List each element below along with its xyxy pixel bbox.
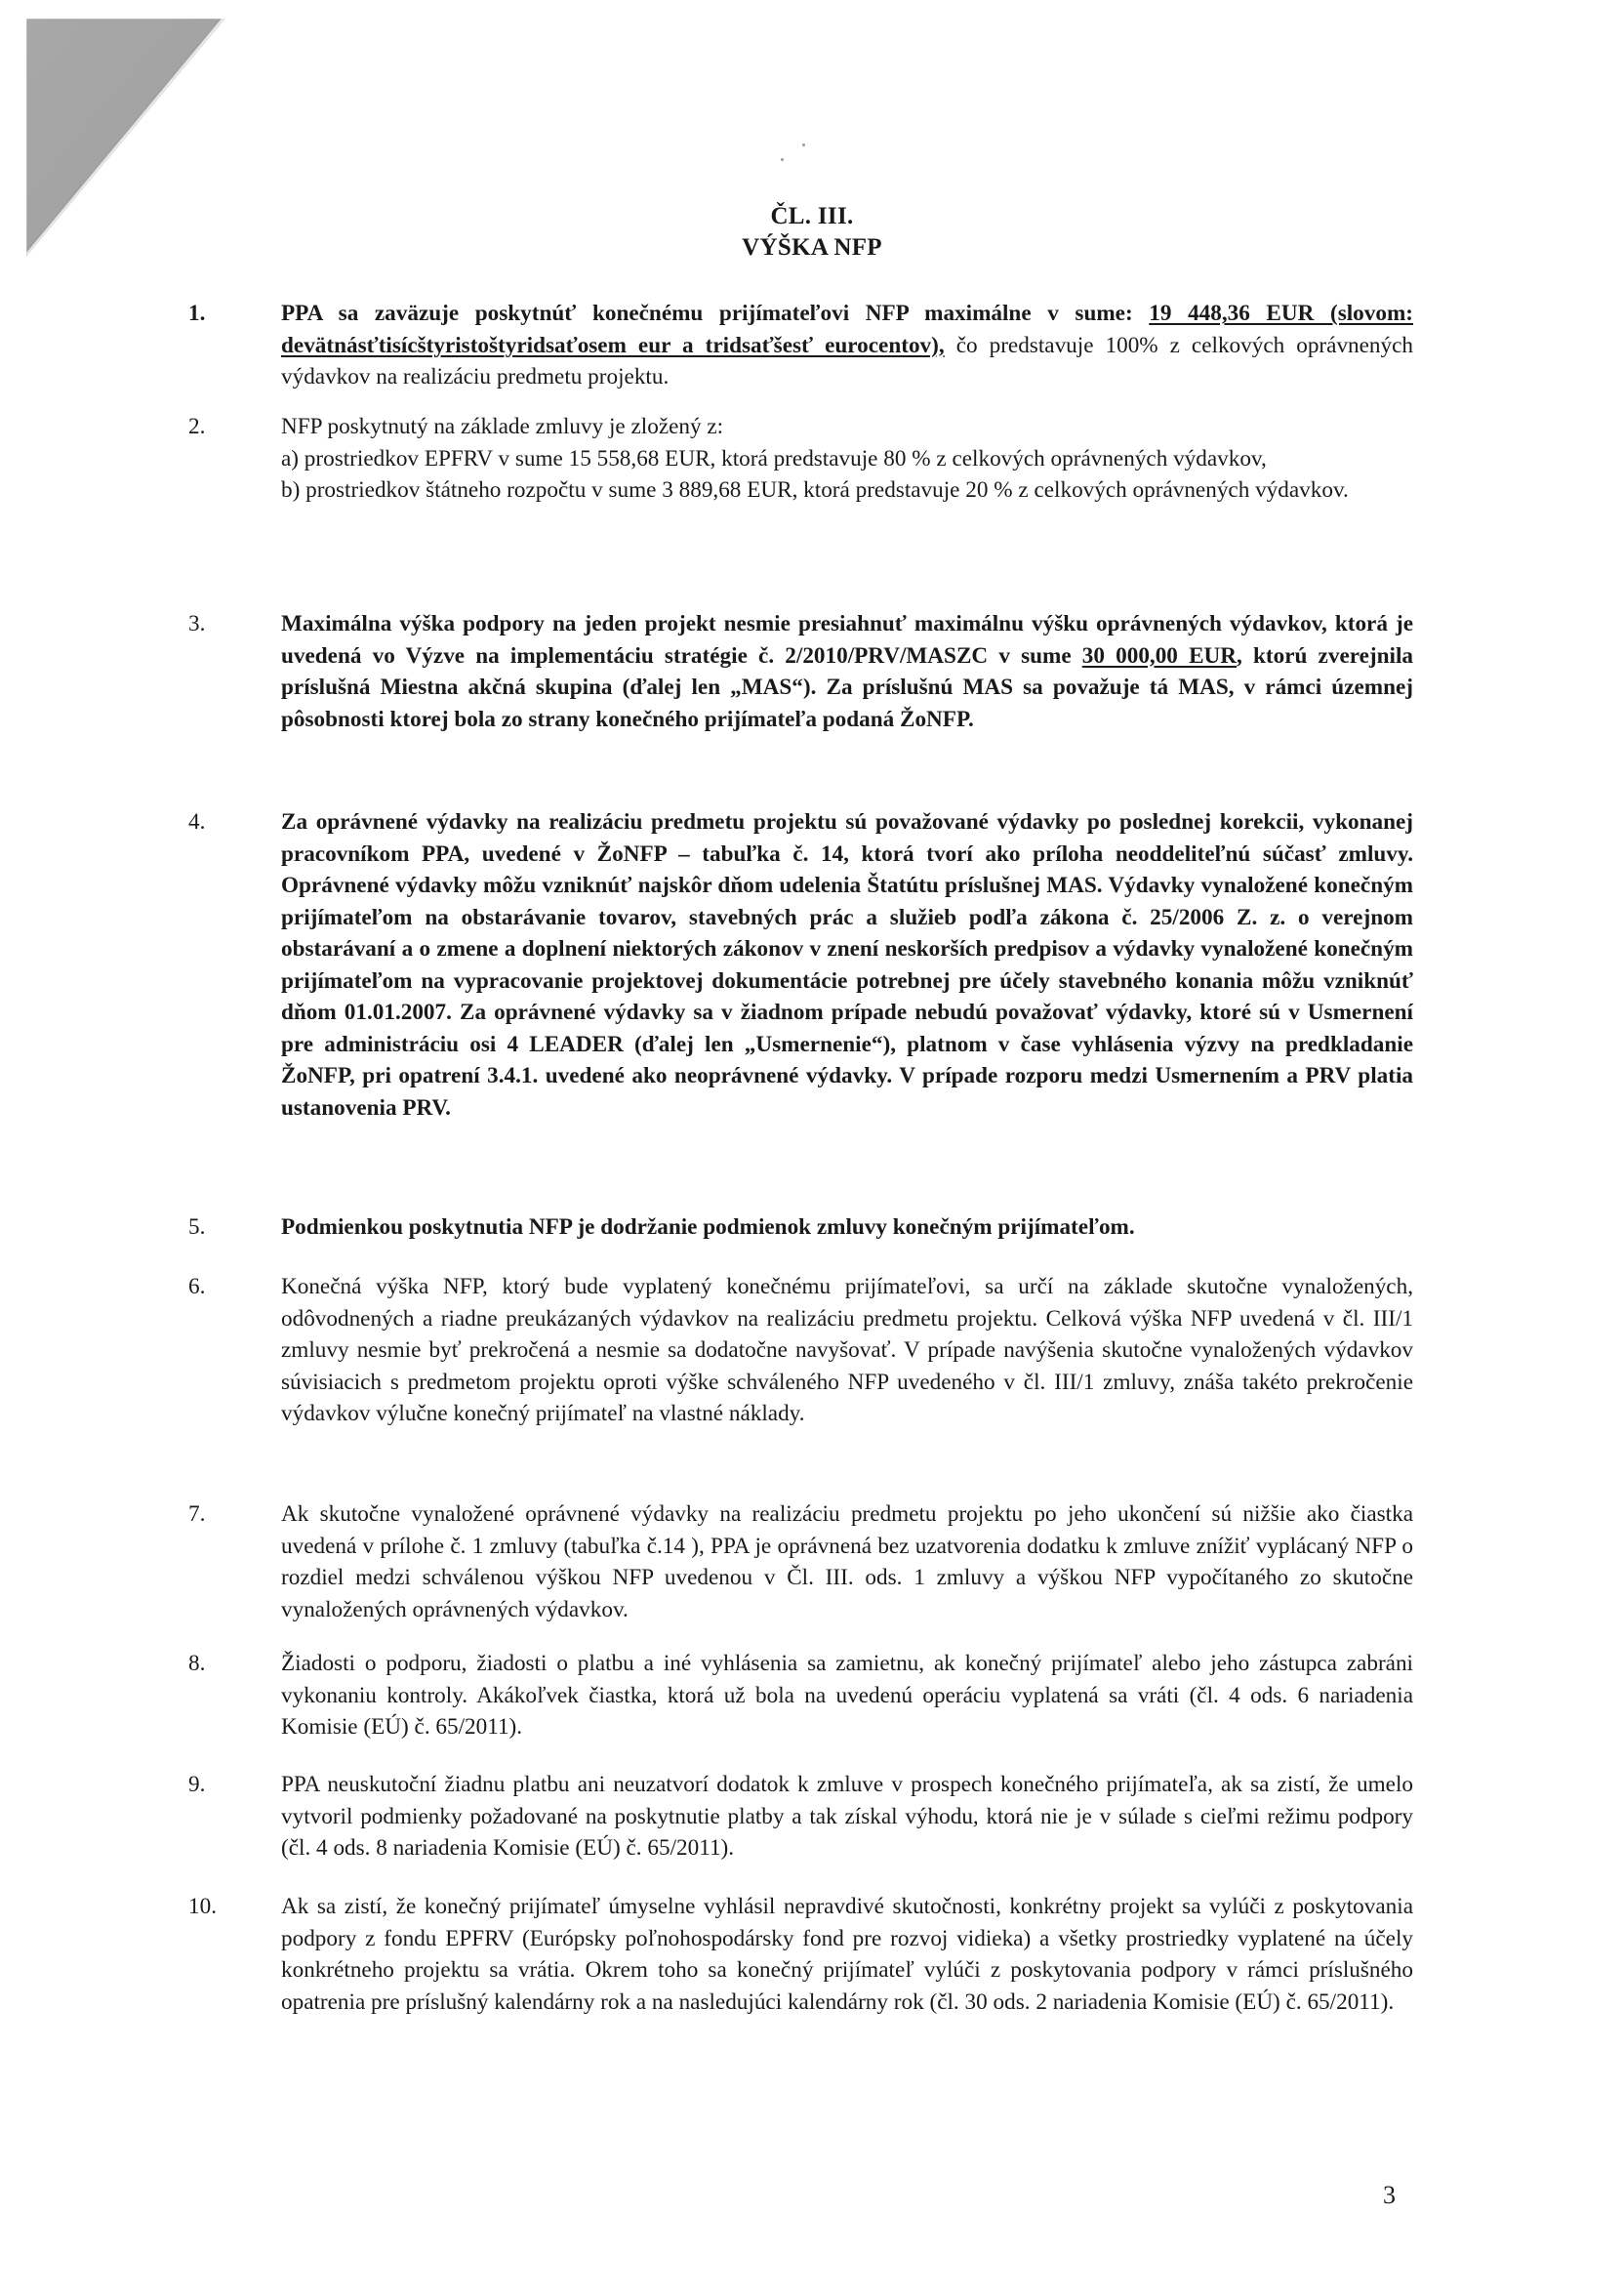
scan-speck: [802, 144, 805, 146]
clause-number: 7.: [188, 1501, 206, 1527]
clause-7: [188, 1498, 1413, 1625]
clause-10: [188, 1891, 1413, 2018]
article-title: VÝŠKA NFP: [742, 234, 882, 261]
clause-number: 8.: [188, 1651, 206, 1676]
clause-9: [188, 1769, 1413, 1865]
clause-body: Maximálna výška podpory na jeden projekt nesmie presiahnuť maximálnu výšku oprávnených výdavkov, ktorá je uvedená vo Výzve na implementáciu stratégie č. 2/2010/PRV/MASZC v sume 30 000,00 EUR, ktorú zverejnila príslušná Miestna akčná skupina (ďalej len „MAS“). Za príslušnú MAS sa považuje tá MAS, v rámci územnej pôsobnosti ktorej bola zo strany konečného prijímateľa podaná ŽoNFP.: [281, 611, 1413, 732]
clause-body: Ak skutočne vynaložené oprávnené výdavky na realizáciu predmetu projektu po jeho ukončení sú nižšie ako čiastka uvedená v prílohe č. 1 zmluvy (tabuľka č.14 ), PPA je oprávnená bez uzatvorenia dodatku k zmluve znížiť vyplácaný NFP o rozdiel medzi schválenou výškou NFP uvedenou v Čl. III. ods. 1 zmluvy a výškou NFP vypočítaného zo skutočne vynaložených oprávnených výdavkov.: [281, 1501, 1413, 1622]
clause-number: 9.: [188, 1772, 206, 1797]
clause-number: 6.: [188, 1274, 206, 1299]
clause-body: PPA neuskutoční žiadnu platbu ani neuzatvorí dodatok k zmluve v prospech konečného prijímateľa, ak sa zistí, že umelo vytvoril podmienky požadované na poskytnutie platby a tak získal výhodu, ktorá nie je v súlade s cieľmi režimu podpory (čl. 4 ods. 8 nariadenia Komisie (EÚ) č. 65/2011).: [281, 1772, 1413, 1861]
article-number: ČL. III.: [770, 203, 854, 229]
clause-body: PPA sa zaväzuje poskytnúť konečnému prijímateľovi NFP maximálne v sume: 19 448,36 EUR (slovom: devätnásťtisícštyristoštyridsaťosem eur a tridsaťšesť eurocentov), čo predstavuje 100% z celkových oprávnených výdavkov na realizáciu predmetu projektu.: [281, 301, 1413, 390]
clause-intro: NFP poskytnutý na základe zmluvy je zložený z:: [281, 414, 724, 439]
clause-8: [188, 1648, 1413, 1743]
clause-body: Konečná výška NFP, ktorý bude vyplatený konečnému prijímateľovi, sa určí na základe skutočne vynaložených, odôvodnených a riadne preukázaných výdavkov na realizáciu predmetu projektu. Celková výška NFP uvedená v čl. III/1 zmluvy nesmie byť prekročená a nesmie sa dodatočne navyšovať. V prípade navýšenia skutočne vynaložených výdavkov súvisiacich s predmetom projektu oproti výške schváleného NFP uvedeného v čl. III/1 zmluvy, znáša takéto prekročenie výdavkov výlučne konečný prijímateľ na vlastné náklady.: [281, 1274, 1413, 1426]
clause-1: [188, 298, 1413, 393]
clause-number: 5.: [188, 1214, 206, 1240]
max-amount: 30 000,00 EUR: [1081, 642, 1238, 669]
clause-body: Za oprávnené výdavky na realizáciu predmetu projektu sú považované výdavky po poslednej korekcii, vykonanej pracovníkom PPA, uvedené v ŽoNFP – tabuľka č. 14, ktorá tvorí ako príloha neoddeliteľnú súčasť zmluvy. Oprávnené výdavky môžu vzniknúť najskôr dňom udelenia Štatútu príslušnej MAS. Výdavky vynaložené konečným prijímateľom na obstarávanie tovarov, stavebných prác a služieb podľa zákona č. 25/2006 Z. z. o verejnom obstarávaní a o zmene a doplnení niektorých zákonov v znení neskorších predpisov a výdavky vynaložené konečným prijímateľom na vypracovanie projektovej dokumentácie potrebnej pre účely stavebného konania môžu vzniknúť dňom 01.01.2007. Za oprávnené výdavky sa v žiadnom prípade nebudú považovať výdavky, ktoré sú v Usmernení pre administráciu osi 4 LEADER (ďalej len „Usmernenie“), platnom v čase vyhlásenia výzvy na predkladanie ŽoNFP, pri opatrení 3.4.1. uvedené ako neoprávnené výdavky. V prípade rozporu medzi Usmernením a PRV platia ustanovenia PRV.: [281, 809, 1413, 1121]
clause-number: 1.: [188, 301, 206, 326]
clause-2: [188, 411, 1413, 507]
subitem-a: a) prostriedkov EPFRV v sume 15 558,68 EUR, ktorá predstavuje 80 % z celkových oprávnených výdavkov,: [281, 445, 1267, 472]
clause-number: 10.: [188, 1894, 217, 1919]
clause-6: [188, 1271, 1413, 1430]
clause-number: 3.: [188, 611, 206, 636]
grant-amount: 19 448,36 EUR (slovom: devätnásťtisícštyristoštyridsaťosem eur a tridsaťšesť eurocentov),: [281, 301, 1413, 358]
clause-body: Žiadosti o podporu, žiadosti o platbu a iné vyhlásenia sa zamietnu, ak konečný prijímateľ alebo jeho zástupca zabráni vykonaniu kontroly. Akákoľvek čiastka, ktorá už bola na uvedenú operáciu vyplatená sa vráti (čl. 4 ods. 6 nariadenia Komisie (EÚ) č. 65/2011).: [281, 1651, 1413, 1740]
clause-number: 4.: [188, 809, 206, 835]
clause-body: Ak sa zistí, že konečný prijímateľ úmyselne vyhlásil nepravdivé skutočnosti, konkrétny projekt sa vylúči z poskytovania podpory z fondu EPFRV (Európsky poľnohospodársky fond pre rozvoj vidieka) a všetky prostriedky vyplatené na účely konkrétneho projektu sa vrátia. Okrem toho sa konečný prijímateľ vylúči z poskytovania podpory v rámci príslušného opatrenia pre príslušný kalendárny rok a na nasledujúci kalendárny rok (čl. 30 ods. 2 nariadenia Komisie (EÚ) č. 65/2011).: [281, 1894, 1413, 2015]
page-number: 3: [1383, 2181, 1396, 2209]
clause-body: Podmienkou poskytnutia NFP je dodržanie podmienok zmluvy konečným prijímateľom.: [281, 1214, 1135, 1240]
clause-body: [281, 411, 1413, 507]
clause-5: [188, 1211, 1413, 1244]
clause-number: 2.: [188, 414, 206, 439]
subitem-b: b) prostriedkov štátneho rozpočtu v sume 3 889,68 EUR, ktorá predstavuje 20 % z celkových oprávnených výdavkov.: [281, 477, 1349, 503]
clause-4: [188, 806, 1413, 1124]
clause-3: [188, 608, 1413, 735]
scan-speck: [781, 158, 784, 161]
